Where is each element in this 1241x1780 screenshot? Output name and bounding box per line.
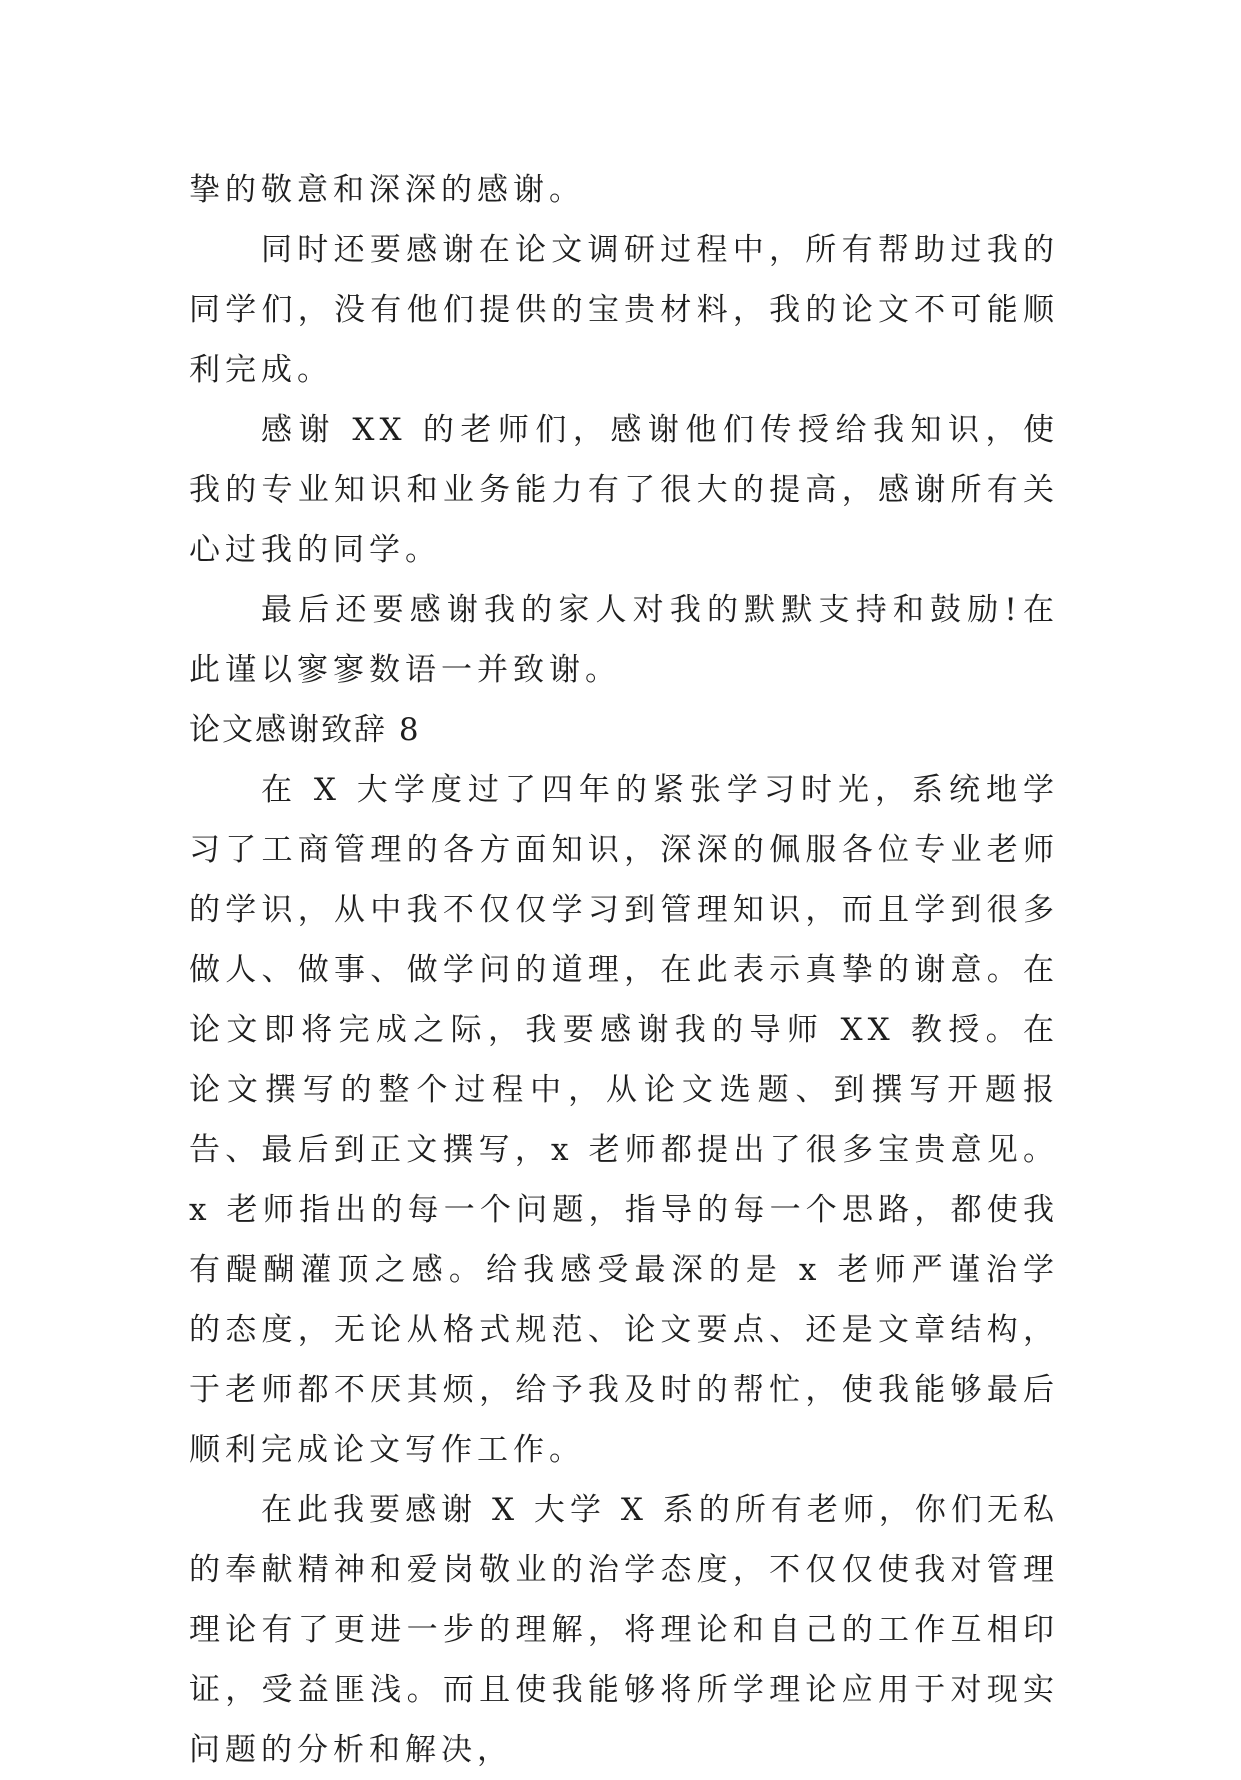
paragraph-thanks-teachers: 感谢 XX 的老师们，感谢他们传授给我知识，使我的专业知识和业务能力有了很大的提高，感谢所有关心过我的同学。: [189, 412, 1059, 568]
paragraph-thanks-advisor: 在 X 大学度过了四年的紧张学习时光，系统地学习了工商管理的各方面知识，深深的佩服各位专业老师的学识，从中我不仅仅学习到管理知识，而且学到很多做人、做事、做学问的道理，在此表示真挚的谢意。在论文即将完成之际，我要感谢我的导师 XX 教授。在论文撰写的整个过程中，从论文选题、到撰写开题报告、最后到正文撰写，x 老师都提出了很多宝贵意见。x 老师指出的每一个问题，指导的每一个思路，都使我有醍醐灌顶之感。给我感受最深的是 x 老师严谨治学的态度，无论从格式规范、论文要点、还是文章结构，于老师都不厌其烦，给予我及时的帮忙，使我能够最后顺利完成论文写作工作。: [189, 772, 1059, 1468]
paragraph-thanks-family: 最后还要感谢我的家人对我的默默支持和鼓励!在此谨以寥寥数语一并致谢。: [189, 592, 1059, 688]
paragraph-continuation: 挚的敬意和深深的感谢。: [189, 172, 585, 208]
document-body: [189, 160, 1059, 1780]
paragraph-thanks-classmates: 同时还要感谢在论文调研过程中，所有帮助过我的同学们，没有他们提供的宝贵材料，我的论文不可能顺利完成。: [189, 232, 1059, 388]
paragraph-thanks-department: 在此我要感谢 X 大学 X 系的所有老师，你们无私的奉献精神和爱岗敬业的治学态度，不仅仅使我对管理理论有了更进一步的理解，将理论和自己的工作互相印证，受益匪浅。而且使我能够将所学理论应用于对现实问题的分析和解决，: [189, 1492, 1059, 1768]
section-heading: 论文感谢致辞 8: [189, 712, 421, 748]
